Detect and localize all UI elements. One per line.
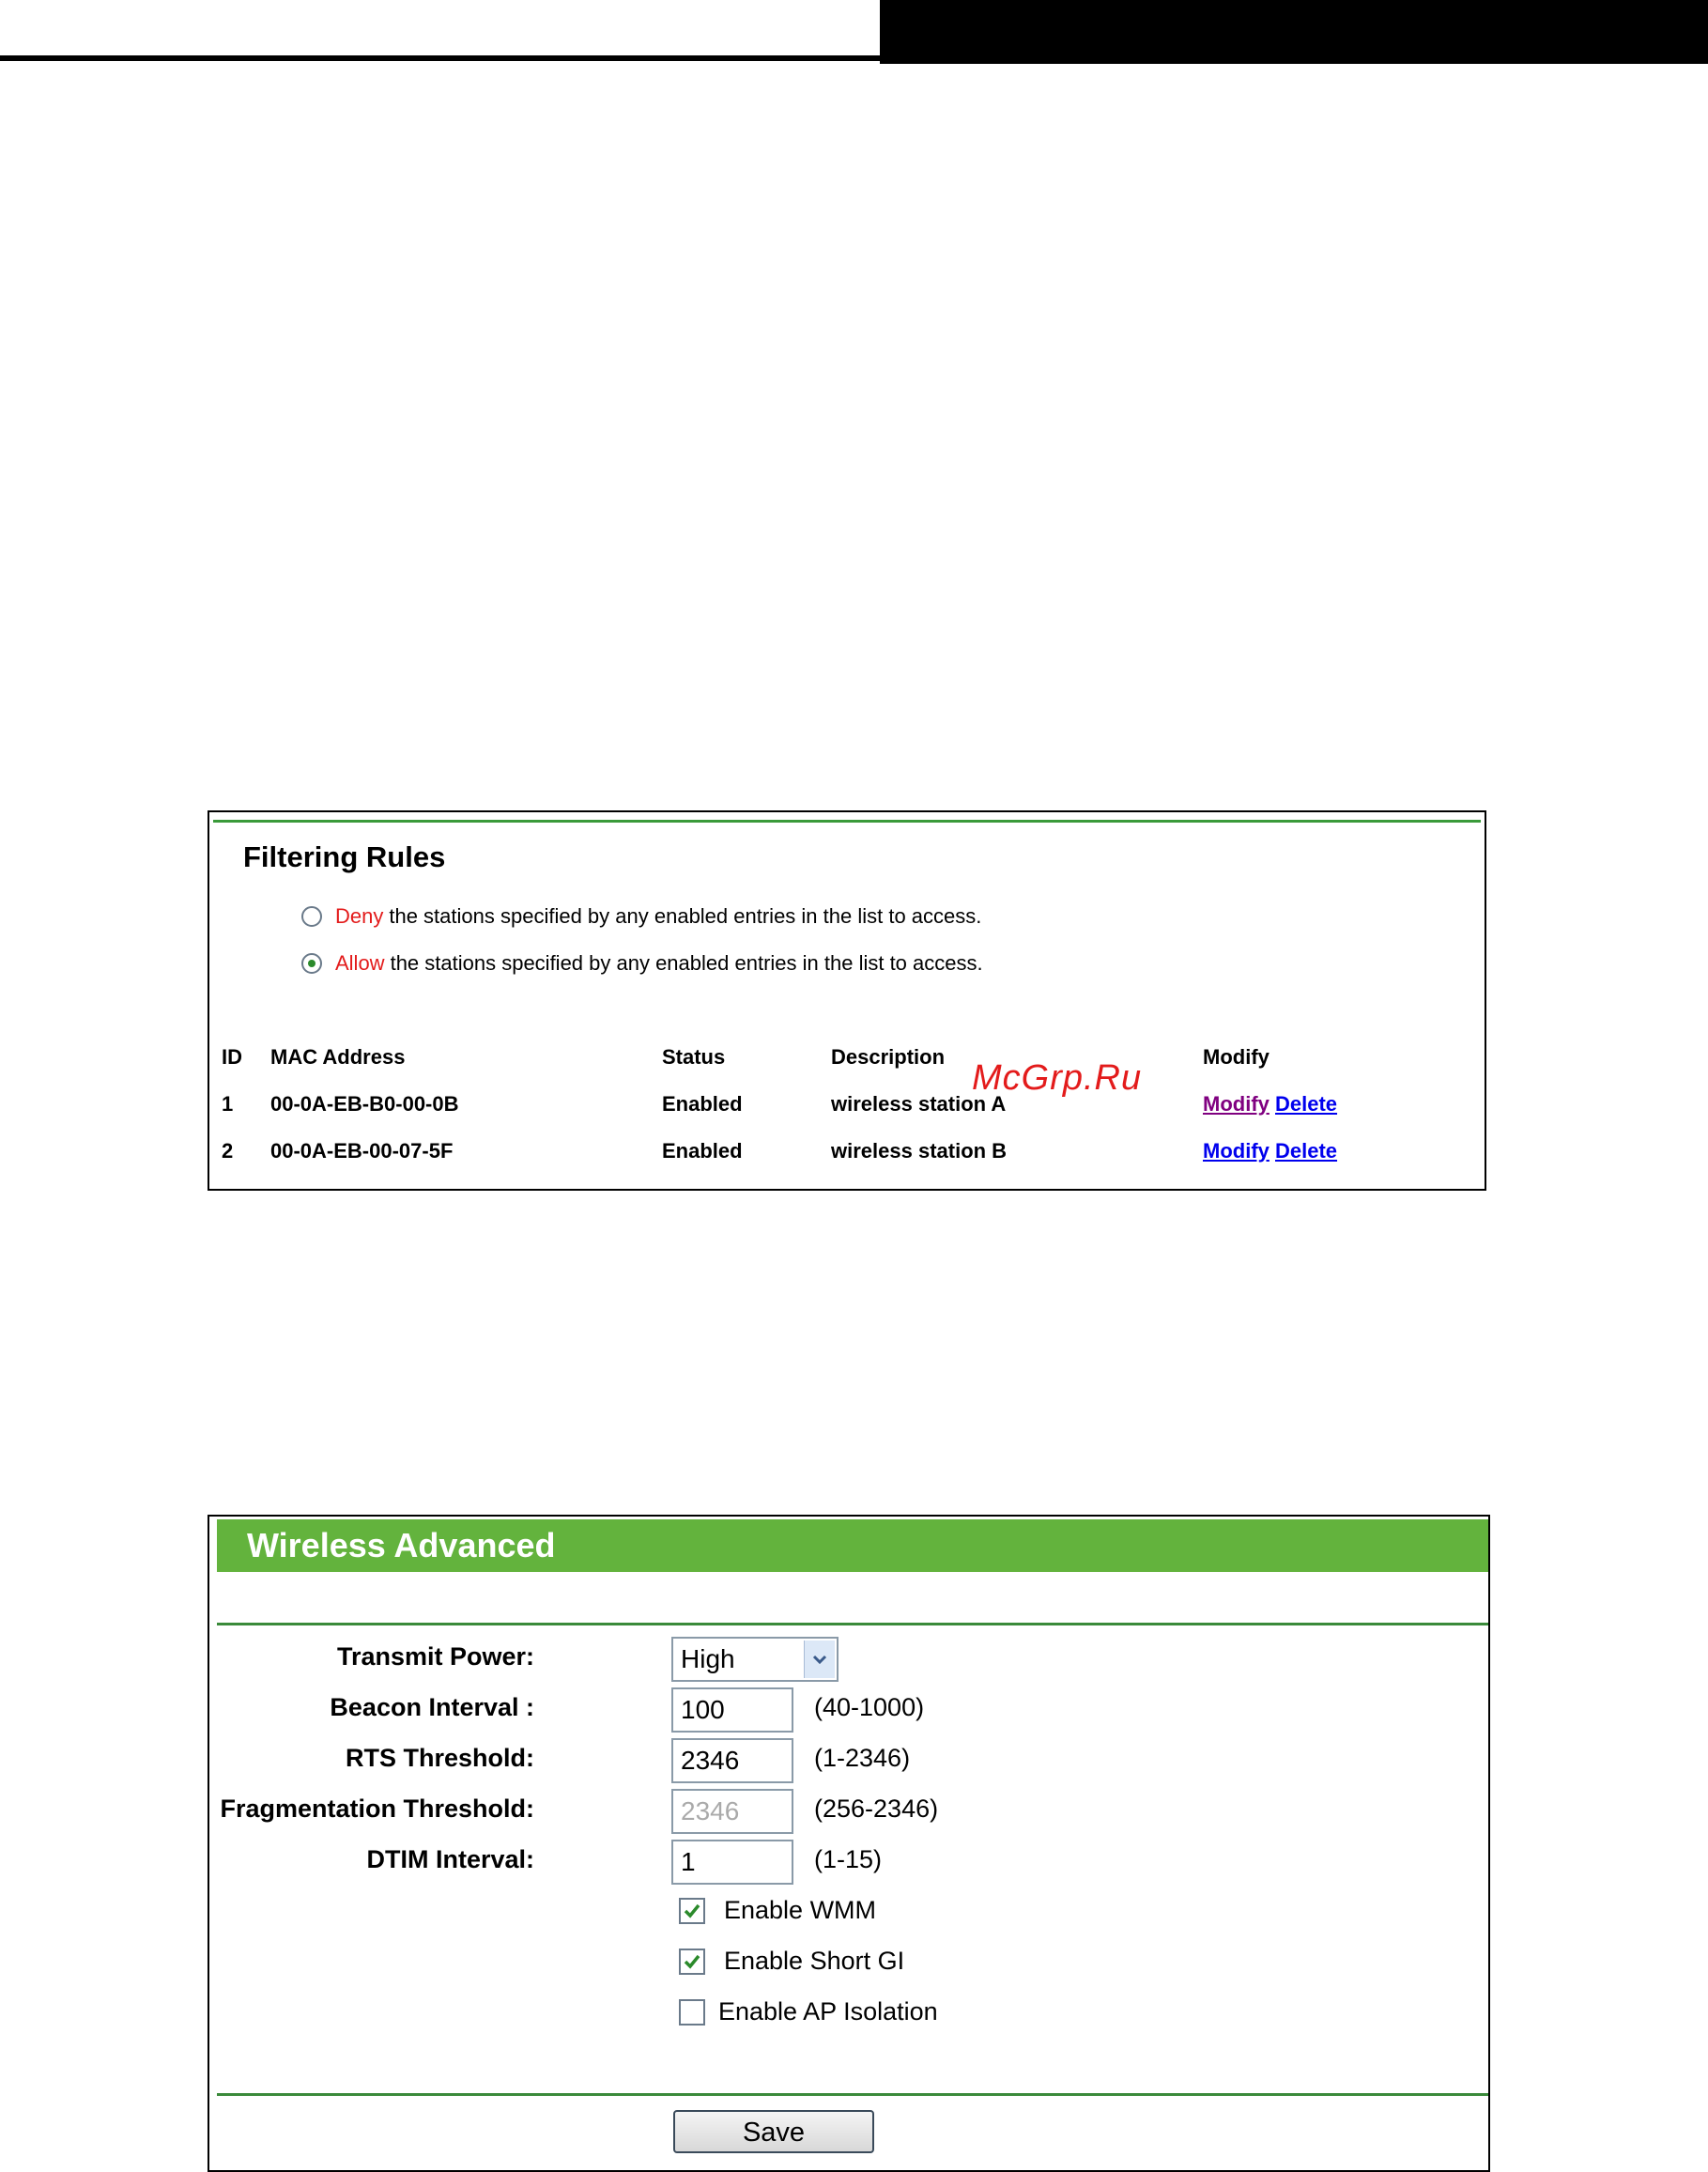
row-1-mac: 00-0A-EB-B0-00-0B <box>270 1092 459 1116</box>
page-header-rule <box>0 55 883 61</box>
filtering-rules-panel <box>208 810 1486 1191</box>
row-2-status: Enabled <box>662 1139 743 1163</box>
row-2-mac: 00-0A-EB-00-07-5F <box>270 1139 454 1163</box>
chevron-down-icon[interactable] <box>804 1641 835 1678</box>
row-2-id: 2 <box>222 1139 234 1163</box>
rts-threshold-hint: (1-2346) <box>814 1744 911 1772</box>
beacon-interval-hint: (40-1000) <box>814 1693 925 1721</box>
save-button[interactable]: Save <box>673 2110 874 2153</box>
beacon-interval-input[interactable]: 100 <box>671 1687 793 1733</box>
col-header-description: Description <box>831 1045 946 1069</box>
fragmentation-threshold-input[interactable]: 2346 <box>671 1789 793 1834</box>
allow-radio[interactable] <box>301 953 322 974</box>
dtim-interval-hint: (1-15) <box>814 1845 883 1873</box>
filtering-rules-title: Filtering Rules <box>243 840 446 873</box>
top-divider <box>217 1623 1488 1625</box>
row-1-description: wireless station A <box>831 1092 1007 1116</box>
page-header-bar <box>880 0 1708 64</box>
col-header-id: ID <box>222 1045 242 1069</box>
panel-divider <box>213 820 1481 823</box>
fragmentation-threshold-label: Fragmentation Threshold: <box>220 1795 534 1823</box>
enable-wmm-checkbox[interactable] <box>679 1898 705 1924</box>
transmit-power-value: High <box>681 1644 735 1673</box>
enable-ap-isolation-label: Enable AP Isolation <box>718 1997 938 2026</box>
row-1-id: 1 <box>222 1092 234 1116</box>
deny-keyword: Deny <box>335 904 384 928</box>
enable-short-gi-label: Enable Short GI <box>724 1947 905 1975</box>
dtim-interval-label: DTIM Interval: <box>366 1845 534 1873</box>
col-header-status: Status <box>662 1045 726 1069</box>
allow-option[interactable] <box>301 947 983 979</box>
col-header-modify: Modify <box>1203 1045 1269 1069</box>
bottom-divider <box>217 2093 1488 2096</box>
checkmark-icon <box>683 1953 701 1970</box>
row-2-modify-link[interactable]: Modify <box>1203 1139 1269 1163</box>
watermark-text: McGrp.Ru <box>972 1058 1143 1098</box>
transmit-power-select[interactable] <box>671 1637 839 1682</box>
row-1-delete-link[interactable]: Delete <box>1275 1092 1338 1116</box>
enable-ap-isolation-option[interactable] <box>679 1997 938 2026</box>
enable-short-gi-checkbox[interactable] <box>679 1949 705 1975</box>
row-1-modify-link[interactable]: Modify <box>1203 1092 1269 1116</box>
fragmentation-threshold-hint: (256-2346) <box>814 1795 939 1823</box>
enable-wmm-label: Enable WMM <box>724 1896 877 1924</box>
enable-wmm-option[interactable] <box>679 1896 876 1925</box>
deny-text: the stations specified by any enabled entries in the list to access. <box>389 904 982 928</box>
row-1-status: Enabled <box>662 1092 743 1116</box>
transmit-power-label: Transmit Power: <box>336 1642 534 1671</box>
row-2-delete-link[interactable]: Delete <box>1275 1139 1338 1163</box>
col-header-mac: MAC Address <box>270 1045 406 1069</box>
allow-text: the stations specified by any enabled entries in the list to access. <box>390 951 983 975</box>
checkmark-icon <box>683 1902 701 1919</box>
beacon-interval-label: Beacon Interval : <box>330 1693 534 1721</box>
allow-keyword: Allow <box>335 951 385 975</box>
dtim-interval-input[interactable]: 1 <box>671 1840 793 1885</box>
wireless-advanced-title: Wireless Advanced <box>217 1519 1488 1572</box>
deny-radio[interactable] <box>301 906 322 927</box>
wireless-advanced-panel <box>208 1515 1490 2172</box>
rts-threshold-label: RTS Threshold: <box>346 1744 534 1772</box>
row-2-description: wireless station B <box>831 1139 1008 1163</box>
enable-short-gi-option[interactable] <box>679 1947 904 1976</box>
deny-option[interactable] <box>301 901 981 932</box>
enable-ap-isolation-checkbox[interactable] <box>679 1999 705 2026</box>
rts-threshold-input[interactable]: 2346 <box>671 1738 793 1783</box>
